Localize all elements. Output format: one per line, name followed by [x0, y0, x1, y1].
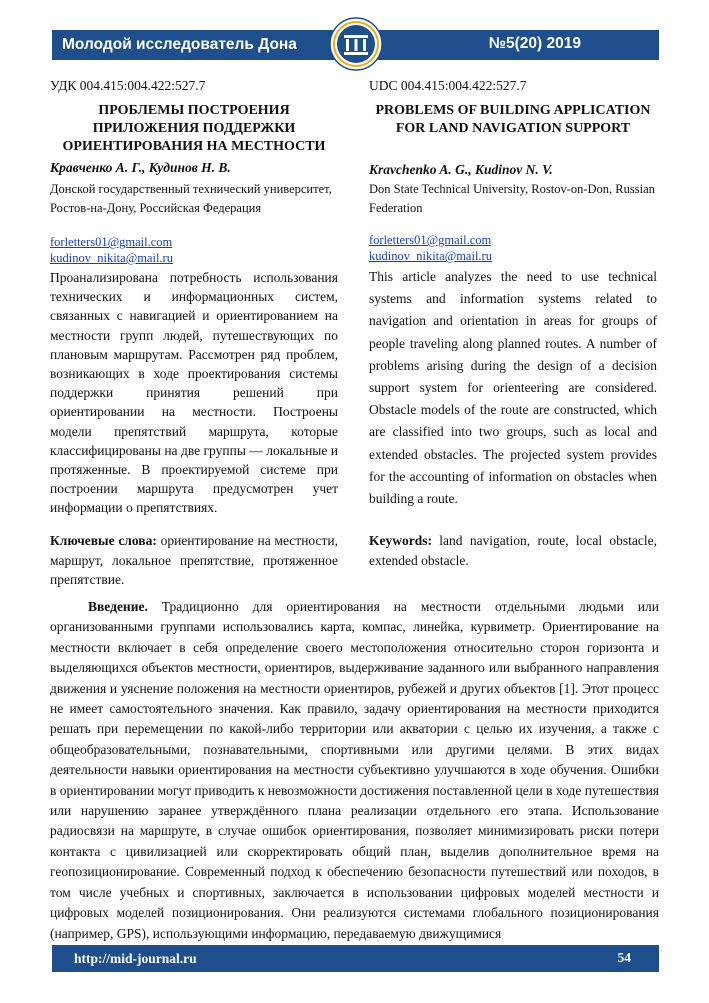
udc-en: UDC 004.415:004.422:527.7 — [369, 78, 527, 93]
university-emblem-icon — [329, 17, 383, 71]
footer-bar — [52, 945, 659, 972]
keywords-en — [369, 531, 657, 571]
email-link[interactable]: forletters01@gmail.com — [369, 233, 492, 247]
title-ru: ПРОБЛЕМЫ ПОСТРОЕНИЯ ПРИЛОЖЕНИЯ ПОДДЕРЖКИ ОРИЕНТИРОВАНИЯ НА МЕСТНОСТИ — [62, 103, 326, 154]
affiliation-ru: Донской государственный технический университет, Ростов-на-Дону, Российская Федерация — [50, 182, 332, 215]
keywords-text: land navigation, route, local obstacle, extended obstacle. — [369, 533, 657, 568]
introduction-section — [50, 597, 659, 944]
intro-label: Введение. — [88, 599, 148, 614]
keywords-label: Keywords: — [369, 533, 432, 548]
abstract-ru: Проанализирована потребность использования технических и информационных систем, связанных с навигацией и ориентированием на местности групп людей, путешествующих по плановым маршрутам. Рассмотрен ряд проблем, возникающих в ходе проектирования системы поддержки принятия решений при ориентировании на местности. Построены модели препятствий маршрута, которые классифицированы на две группы — локальные и протяженные. В проектируемой системе при построении маршрута предусмотрен учет информации о препятствиях. — [50, 270, 338, 516]
affiliation-en: Don State Technical University, Rostov-on-Don, Russian Federation — [369, 182, 655, 215]
email-link[interactable]: kudinov_nikita@mail.ru — [50, 251, 173, 265]
emails-en — [369, 232, 657, 264]
keywords-ru — [50, 531, 338, 590]
intro-text: Традиционно для ориентирования на местности отдельными людьми или организованными группами использовались карта, компас, линейка, курвиметр. Ориентирование на местности включает в себя определение своего местоположения относительно сторон горизонта и выделяющихся объектов местности, ориентиров, выдерживание заданного или выбранного направления движения и уяснение положения на местности ориентиров, рубежей и других объектов [1]. Этот процесс не имеет самостоятельного значения. Как правило, задачу ориентирования на местности приходится решать при перемещении по какой-либо территории или акватории с целью их изучения, а также с общеобразовательными, познавательными, спортивными или другими целями. В этих видах деятельности навыки ориентирования на местности субъективно улучшаются в ходе обучения. Ошибки в ориентировании могут приводить к невозможности достижения поставленной цели в ходе путешествия или нарушению заранее утверждённого плана реализации отдельного его этапа. Использование радиосвязи на маршруте, в случае ошибок ориентирования, позволяет минимизировать риски потери контакта с цивилизацией или скорректировать общий план, выделив дополнительное время на геопозиционирование. Современный подход к обеспечению безопасности путешествий или походов, в том числе учебных и спортивных, заключается в использовании цифровых моделей местности и цифровых моделей позиционирования. Они реализуются системами глобального позиционирования (например, GPS), использующими информацию, передаваемую движущимися — [50, 599, 659, 941]
issue-number: №5(20) 2019 — [488, 35, 581, 52]
udc-ru: УДК 004.415:004.422:527.7 — [50, 78, 206, 93]
email-link[interactable]: forletters01@gmail.com — [50, 235, 173, 249]
journal-url-link[interactable]: http://mid-journal.ru — [74, 951, 197, 966]
authors-en: Kravchenko A. G., Kudinov N. V. — [369, 162, 553, 177]
emails-ru — [50, 234, 338, 266]
page-number: 54 — [617, 950, 631, 965]
journal-title: Молодой исследователь Дона — [62, 36, 297, 53]
email-link[interactable]: kudinov_nikita@mail.ru — [369, 249, 492, 263]
keywords-text: ориентирование на местности, маршрут, локальное препятствие, протяженное препятствие. — [50, 533, 338, 587]
abstract-en: This article analyzes the need to use technical systems and information systems related to navigation and orientation in areas for groups of people traveling along planned routes. A number of problems arising during the design of a decision support system for orienteering are considered. Obstacle models of the route are constructed, which are classified into two groups, such as local and extended obstacles. The projected system provides for the accounting of information on obstacles when building a route. — [369, 269, 657, 507]
authors-ru: Кравченко А. Г., Кудинов Н. В. — [50, 160, 231, 175]
keywords-label: Ключевые слова: — [50, 533, 157, 548]
title-en: PROBLEMS OF BUILDING APPLICATION FOR LAND NAVIGATION SUPPORT — [375, 103, 651, 136]
